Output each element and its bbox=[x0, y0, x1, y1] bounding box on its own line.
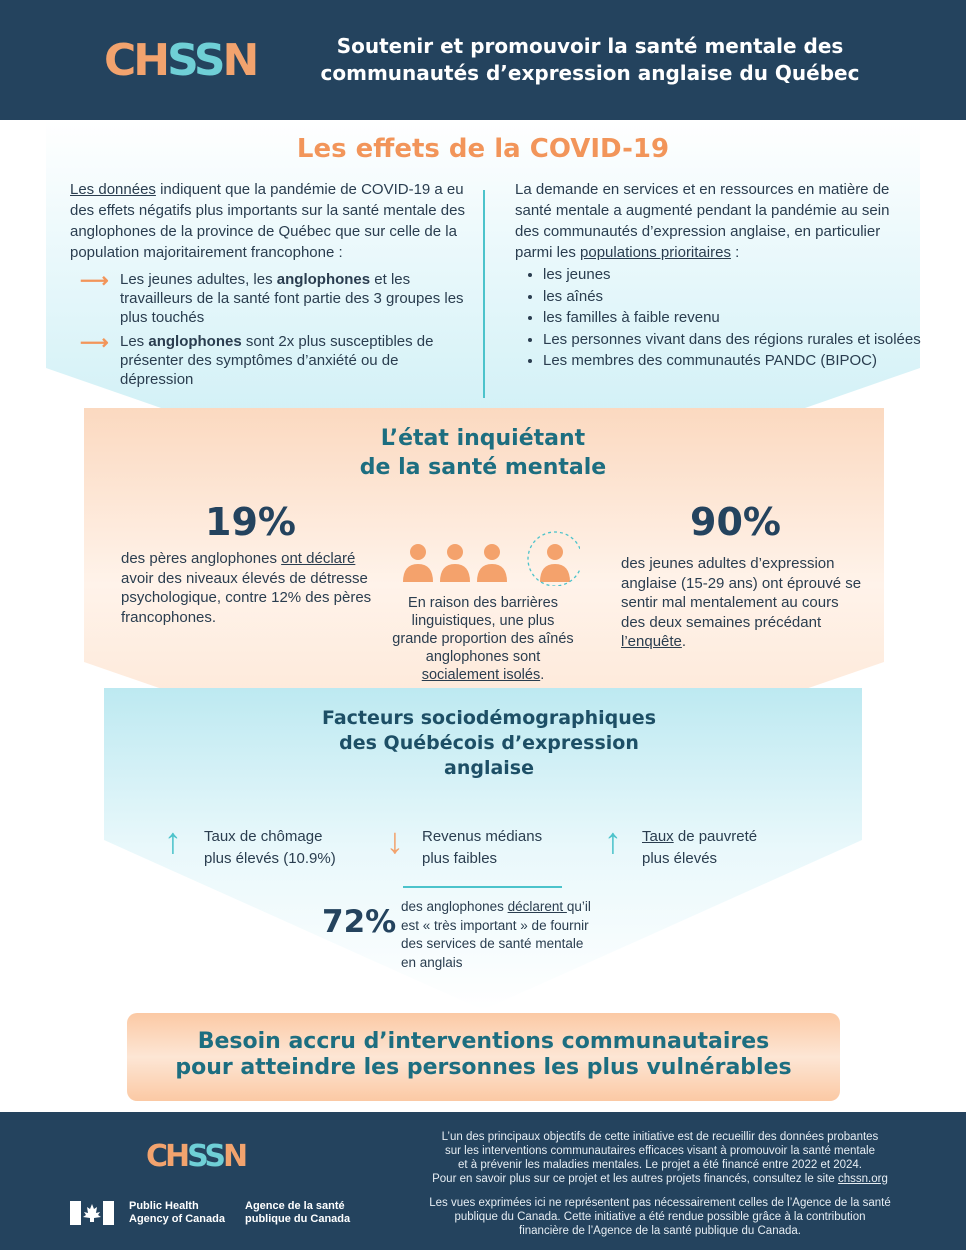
survey-link[interactable]: l’enquête bbox=[621, 633, 682, 650]
arrow-right-icon: ⟶ bbox=[80, 332, 109, 354]
income-text: Revenus médians plus faibles bbox=[422, 828, 543, 867]
header-title: Soutenir et promouvoir la santé mentale des communautés d’expression anglaise du Québec bbox=[320, 34, 860, 85]
isolation-link[interactable]: socialement isolés bbox=[421, 667, 541, 683]
stat-72-value: 72% bbox=[322, 904, 397, 940]
canada-flag-icon bbox=[70, 1201, 114, 1225]
stat-19-text: des pères anglophones ont déclaré avoir des niveaux élevés de détresse psychologique, contre 12% des pères francophones. bbox=[121, 550, 372, 626]
socio-title: Facteurs sociodémographiques des Québécois d’expression anglaise bbox=[321, 707, 657, 779]
phac-french-name: Agence de la santé publique du Canada bbox=[245, 1200, 351, 1225]
list-item: • Les personnes vivant dans des régions rurales et isolées bbox=[543, 329, 923, 351]
footer-funding-note: L’un des principaux objectifs de cette initiative est de recueillir des données probantes sur les interventions communautaires efficaces visant à promouvoir la santé mentale et à prévenir les maladies mentales. Le projet a été financé entre 2022 et 2024. Pour en savoir plus sur ce projet et les autres projets financés, consultez le site chssn.org bbox=[432, 1131, 888, 1185]
footer-disclaimer: Les vues exprimées ici ne représentent pas nécessairement celles de l’Agence de la santé publique du Canada. Cette initiative a été rendue possible grâce à la contribution financière de l’Agence de la santé publique du Canada. bbox=[429, 1197, 891, 1237]
mental-title: L’état inquiétant de la santé mentale bbox=[359, 426, 607, 480]
arrow-down-icon: ↓ bbox=[386, 820, 404, 861]
list-item: • les familles à faible revenu bbox=[543, 307, 923, 329]
arrow-up-icon: ↑ bbox=[604, 820, 622, 861]
people-icon bbox=[400, 530, 580, 586]
arrow-up-icon: ↑ bbox=[164, 820, 182, 861]
chssn-logo: CHSSN bbox=[104, 35, 257, 86]
list-item: • les aînés bbox=[543, 286, 923, 308]
chssn-footer-logo: CHSSN bbox=[146, 1139, 246, 1174]
poverty-rate-link[interactable]: Taux bbox=[642, 828, 674, 845]
declared-link[interactable]: ont déclaré bbox=[281, 550, 356, 567]
declare-link[interactable]: déclarent bbox=[507, 899, 567, 914]
stat-90-text: des jeunes adultes d’expression anglaise (15-29 ans) ont éprouvé se sentir mal mentalement au cours des deux semaines précédant l’enquête. bbox=[621, 555, 862, 650]
list-item: • les jeunes bbox=[543, 264, 923, 286]
priority-populations-list bbox=[515, 264, 923, 372]
stat-72-text: des anglophones déclarent qu’il est « très important » de fournir des services de santé mentale en anglais bbox=[401, 899, 591, 970]
phac-english-name: Public Health Agency of Canada bbox=[129, 1200, 225, 1225]
chssn-website-link[interactable]: chssn.org bbox=[838, 1173, 888, 1185]
stat-90-value: 90% bbox=[690, 500, 781, 544]
arrow-right-icon: ⟶ bbox=[80, 270, 109, 292]
covid-point-1: Les jeunes adultes, les anglophones et les travailleurs de la santé font partie des 3 groupes les plus touchés bbox=[120, 271, 464, 326]
covid-point-2: Les anglophones sont 2x plus susceptibles de présenter des symptômes d’anxiété ou de dépression bbox=[120, 333, 434, 388]
list-item: • Les membres des communautés PANDC (BIPOC) bbox=[543, 350, 923, 372]
priority-populations-link[interactable]: populations prioritaires bbox=[580, 244, 731, 261]
unemployment-text: Taux de chômage plus élevés (10.9%) bbox=[204, 828, 336, 867]
covid-right-intro: La demande en services et en ressources en matière de santé mentale a augmenté pendant la pandémie au sein des communautés d’expression anglaise, en particulier parmi les populations prioritaires : bbox=[515, 181, 890, 261]
source-link-donnees[interactable]: Les données bbox=[70, 181, 156, 198]
covid-left-intro: Les données indiquent que la pandémie de COVID-19 a eu des effets négatifs plus importants sur la santé mentale des anglophones de la province de Québec que sur celle de la population majoritairement francophone : bbox=[70, 181, 465, 261]
covid-title: Les effets de la COVID-19 bbox=[296, 134, 670, 164]
stat-19-value: 19% bbox=[205, 500, 296, 544]
poverty-text: Taux de pauvreté plus élevés bbox=[642, 828, 758, 867]
needs-banner: Besoin accru d’interventions communautaires pour atteindre les personnes les plus vulnérables bbox=[175, 1029, 792, 1080]
isolation-text: En raison des barrières linguistiques, une plus grande proportion des aînés anglophones sont socialement isolés. bbox=[392, 595, 574, 683]
